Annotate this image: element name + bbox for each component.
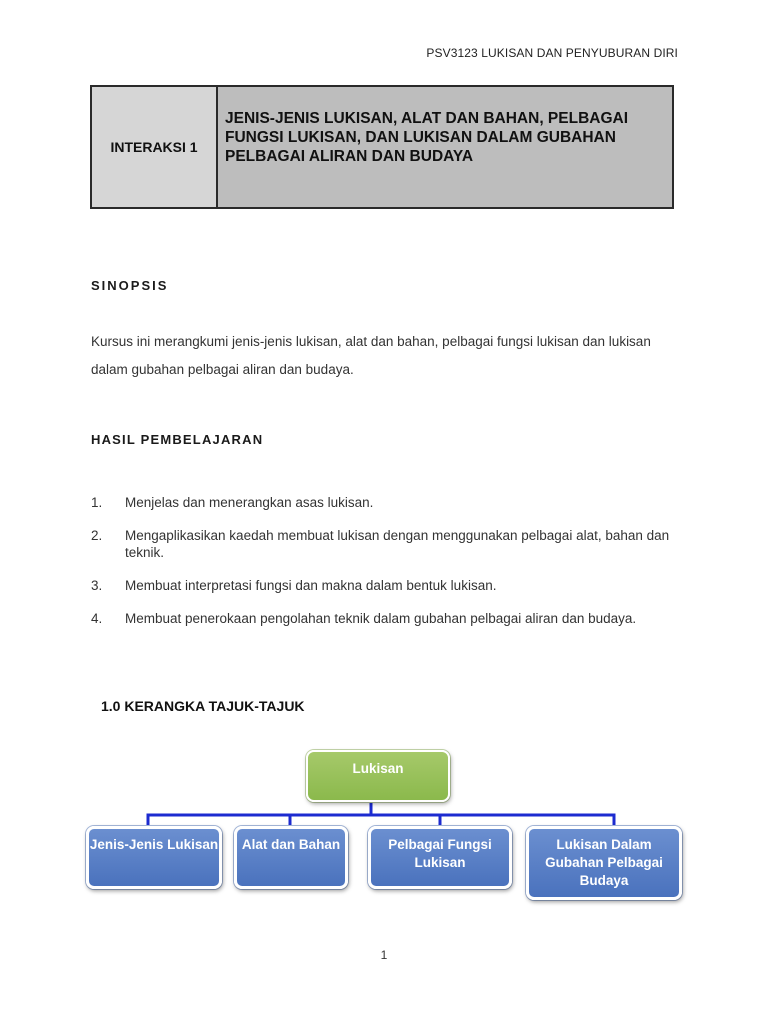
interaction-title: JENIS-JENIS LUKISAN, ALAT DAN BAHAN, PELBAGAI FUNGSI LUKISAN, DAN LUKISAN DALAM GUBAHAN PELBAGAI ALIRAN DAN BUDAYA [218, 87, 672, 207]
outcome-item [91, 527, 681, 561]
learning-outcomes-heading: HASIL PEMBELAJARAN [91, 432, 264, 447]
outcome-number: 2. [91, 528, 103, 543]
page-number: 1 [380, 948, 388, 962]
outcome-text: Membuat penerokaan pengolahan teknik dalam gubahan pelbagai aliran dan budaya. [125, 611, 637, 626]
title-box [90, 85, 674, 209]
learning-outcomes-list [91, 494, 681, 643]
topic-framework-heading: 1.0 KERANGKA TAJUK-TAJUK [101, 698, 305, 714]
outcome-item [91, 494, 681, 511]
sinopsis-text: Kursus ini merangkumi jenis-jenis lukisan, alat dan bahan, pelbagai fungsi lukisan dan lukisan dalam gubahan pelbagai aliran dan budaya. [91, 334, 651, 377]
topic-alat-dan-bahan: Alat dan Bahan [234, 826, 348, 889]
sinopsis-heading: SINOPSIS [91, 278, 169, 293]
topic-jenis-jenis-lukisan: Jenis-Jenis Lukisan [86, 826, 222, 889]
outcome-item [91, 610, 681, 627]
outcome-item [91, 577, 681, 594]
course-header: PSV3123 LUKISAN DAN PENYUBURAN DIRI [426, 46, 678, 60]
outcome-text: Membuat interpretasi fungsi dan makna dalam bentuk lukisan. [125, 578, 497, 593]
outcome-number: 4. [91, 611, 103, 626]
topic-root-lukisan: Lukisan [306, 750, 450, 802]
outcome-text: Mengaplikasikan kaedah membuat lukisan dengan menggunakan pelbagai alat, bahan dan teknik. [125, 528, 670, 560]
outcome-number: 1. [91, 495, 103, 510]
interaction-label: INTERAKSI 1 [92, 87, 218, 207]
topic-pelbagai-fungsi-lukisan: Pelbagai Fungsi Lukisan [368, 826, 512, 889]
topic-lukisan-dalam-gubahan: Lukisan Dalam Gubahan Pelbagai Budaya [526, 826, 682, 900]
outcome-number: 3. [91, 578, 103, 593]
outcome-text: Menjelas dan menerangkan asas lukisan. [125, 495, 374, 510]
